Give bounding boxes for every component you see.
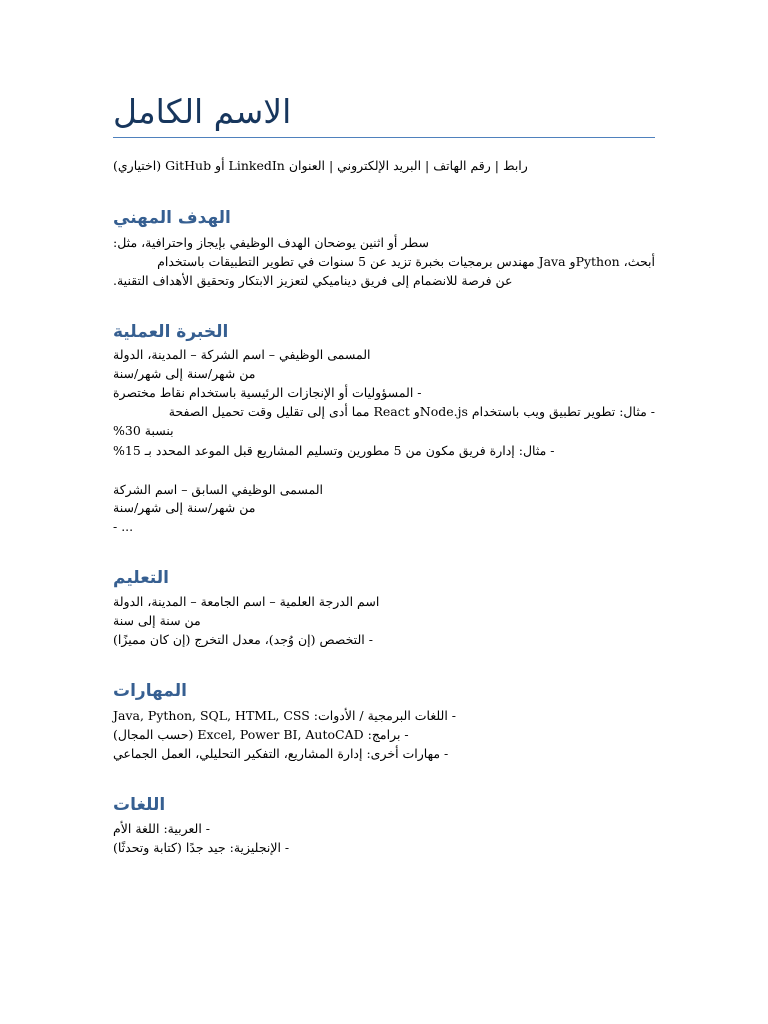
languages-line: - العربية: اللغة الأم [113,821,211,836]
languages-line: - الإنجليزية: جيد جدًا (كتابة وتحدثًا) [113,840,290,855]
education-line: - التخصص (إن وُجد)، معدل التخرج (إن كان مميزًا) [113,632,373,647]
experience-line: - ... [113,519,134,534]
page-title: الاسم الكامل [113,92,292,131]
experience-line: - مثال: تطوير تطبيق ويب باستخدام Node.jsو React مما أدى إلى تقليل وقت تحميل الصفحة [168,404,655,419]
languages-heading: اللغات [113,795,166,815]
objective-heading: الهدف المهني [113,208,231,228]
contact-line: رابط | رقم الهاتف | البريد الإلكتروني | العنوان LinkedIn أو GitHub (اختياري) [113,158,528,173]
objective-line: سطر أو اثنين يوضحان الهدف الوظيفي بإيجاز واحترافية، مثل: [113,235,429,250]
experience-line: بنسبة 30% [113,423,174,438]
skills-line: - مهارات أخرى: إدارة المشاريع، التفكير التحليلي، العمل الجماعي [113,746,449,761]
skills-line: - برامج: Excel, Power BI, AutoCAD (حسب المجال) [113,727,409,742]
skills-heading: المهارات [113,681,187,701]
skills-line: - اللغات البرمجية / الأدوات: Java, Python, SQL, HTML, CSS [113,708,456,723]
objective-line: عن فرصة للانضمام إلى فريق ديناميكي لتعزيز الابتكار وتحقيق الأهداف التقنية. [113,273,513,288]
experience-line: من شهر/سنة إلى شهر/سنة [113,366,256,381]
education-heading: التعليم [113,568,169,588]
title-divider [113,137,655,138]
experience-heading: الخبرة العملية [113,322,229,342]
education-line: من سنة إلى سنة [113,613,201,628]
experience-line: المسمى الوظيفي السابق – اسم الشركة [113,482,324,497]
objective-line: أبحث، Pythonو Java مهندس برمجيات بخبرة تزيد عن 5 سنوات في تطوير التطبيقات باستخدام [157,254,655,269]
experience-line: - المسؤوليات أو الإنجازات الرئيسية باستخدام نقاط مختصرة [113,385,422,400]
experience-line: المسمى الوظيفي – اسم الشركة – المدينة، الدولة [113,347,371,362]
education-line: اسم الدرجة العلمية – اسم الجامعة – المدينة، الدولة [113,594,380,609]
experience-line: - مثال: إدارة فريق مكون من 5 مطورين وتسليم المشاريع قبل الموعد المحدد بـ 15% [113,443,555,458]
experience-line: من شهر/سنة إلى شهر/سنة [113,500,256,515]
